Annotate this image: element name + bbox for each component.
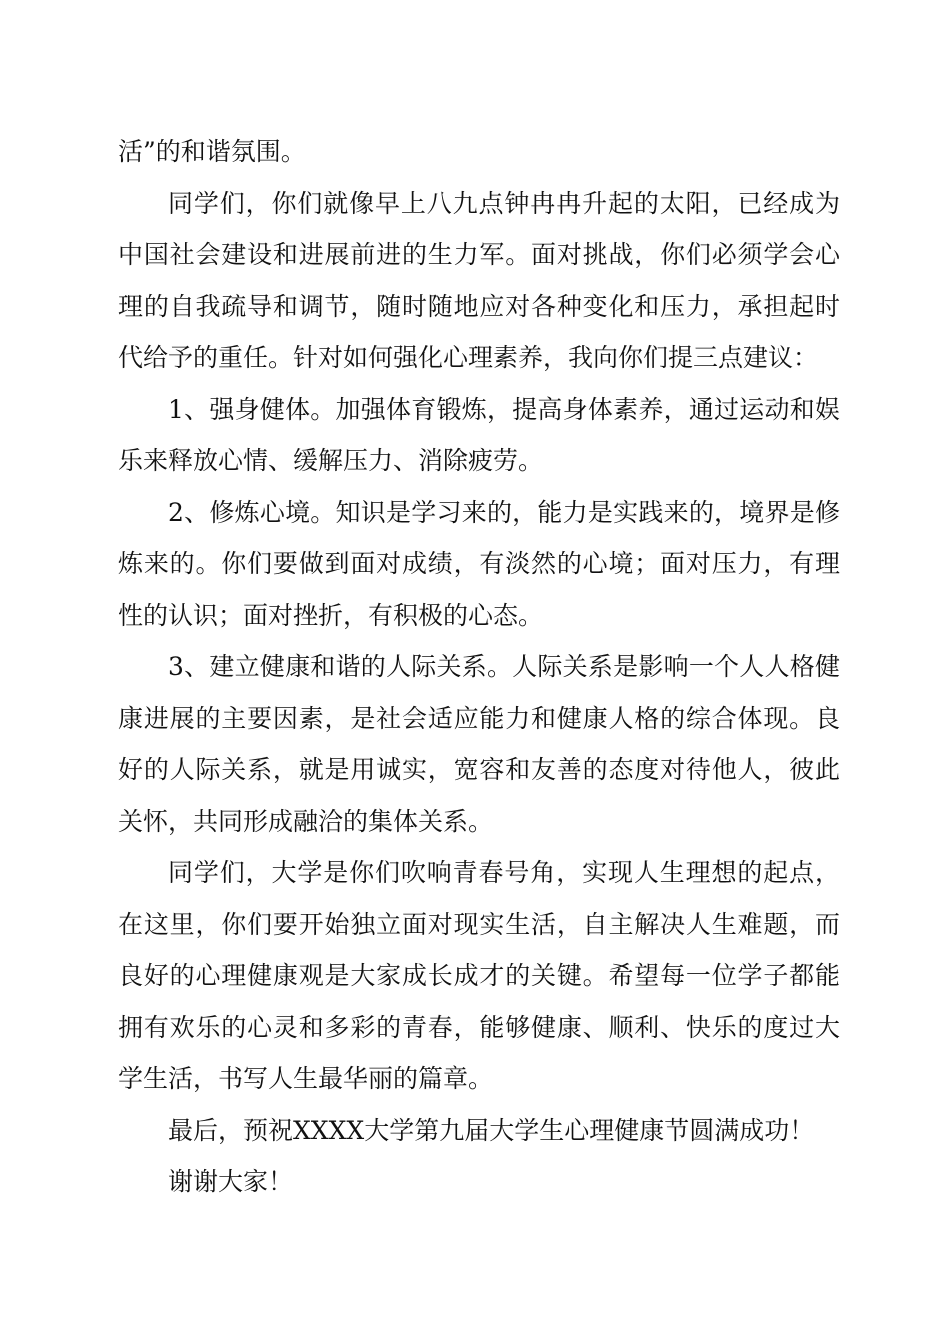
paragraph-continuation: 活”的和谐氛围。: [118, 137, 306, 166]
paragraph-thanks: 谢谢大家！: [168, 1167, 294, 1196]
paragraph-wishes: 最后，预祝XXXX大学第九届大学生心理健康节圆满成功！: [168, 1115, 815, 1145]
paragraph-suggestion-1: 1、强身健体。加强体育锻炼，提高身体素养，通过运动和娱乐来释放心情、缓解压力、消除疲劳。: [118, 394, 840, 475]
paragraph-suggestion-2: 2、修炼心境。知识是学习来的，能力是实践来的，境界是修炼来的。你们要做到面对成绩，有淡然的心境；面对压力，有理性的认识；面对挫折，有积极的心态。: [118, 497, 840, 630]
paragraph-suggestion-3: 3、建立健康和谐的人际关系。人际关系是影响一个人人格健康进展的主要因素，是社会适应能力和健康人格的综合体现。良好的人际关系，就是用诚实，宽容和友善的态度对待他人，彼此关怀，共同形成融洽的集体关系。: [118, 652, 840, 836]
document-page: [118, 126, 840, 1208]
paragraph-university-life: 同学们，大学是你们吹响青春号角，实现人生理想的起点，在这里，你们要开始独立面对现实生活，自主解决人生难题，而良好的心理健康观是大家成长成才的关键。希望每一位学子都能拥有欢乐的心灵和多彩的青春，能够健康、顺利、快乐的度过大学生活，书写人生最华丽的篇章。: [118, 858, 840, 1093]
paragraph-address-students: 同学们，你们就像早上八九点钟冉冉升起的太阳，已经成为中国社会建设和进展前进的生力军。面对挑战，你们必须学会心理的自我疏导和调节，随时随地应对各种变化和压力，承担起时代给予的重任。针对如何强化心理素养，我向你们提三点建议：: [118, 188, 840, 372]
